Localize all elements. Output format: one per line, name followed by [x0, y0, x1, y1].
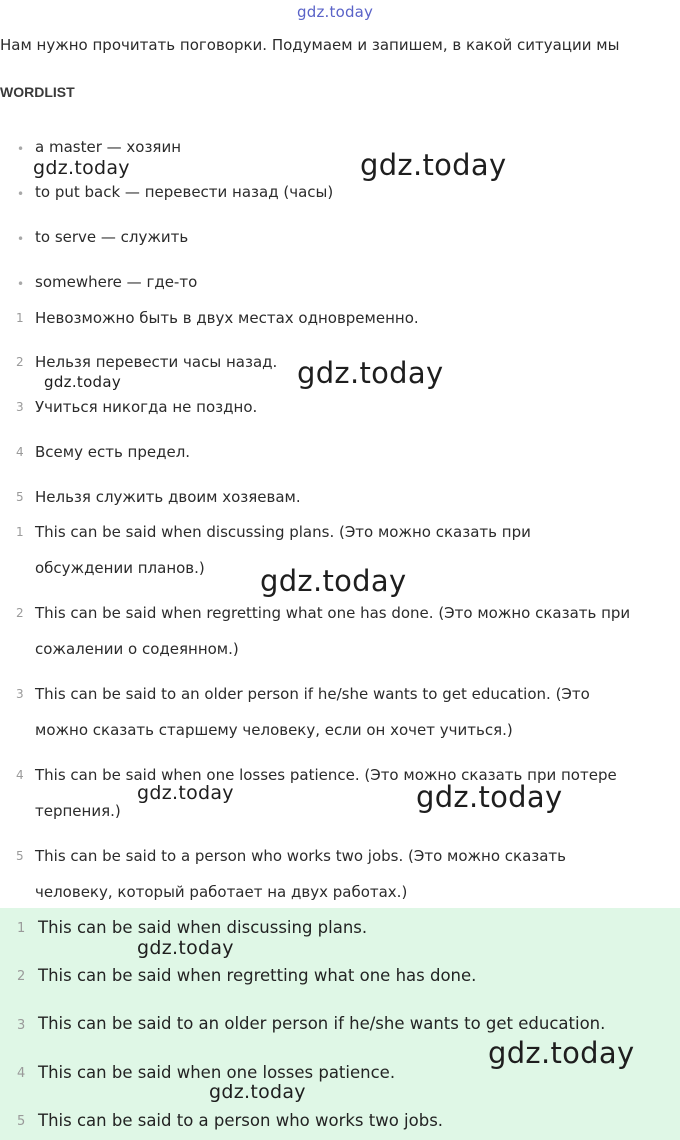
item-number: 1 [16, 525, 24, 539]
bullet-icon: • [17, 277, 25, 291]
item-number: 3 [16, 687, 24, 701]
item-number: 2 [16, 606, 24, 620]
watermark: gdz.today [137, 937, 234, 959]
situation-line-2: обсуждении планов.) [35, 559, 205, 577]
item-number: 5 [17, 1114, 26, 1129]
item-number: 3 [17, 1018, 26, 1033]
site-logo[interactable]: gdz.today [297, 3, 374, 21]
situation-line-2: человеку, который работает на двух работах.) [35, 883, 408, 901]
item-number: 4 [17, 1066, 26, 1081]
watermark: gdz.today [44, 373, 122, 391]
answer-text: This can be said to an older person if he/she wants to get education. [38, 1014, 606, 1033]
answer-text: This can be said when discussing plans. [38, 918, 368, 937]
item-number: 5 [16, 490, 24, 504]
watermark: gdz.today [209, 1081, 306, 1103]
item-number: 5 [16, 849, 24, 863]
answer-text: This can be said when one losses patience. [38, 1063, 396, 1082]
watermark: gdz.today [33, 157, 130, 179]
situation-line-2: можно сказать старшему человеку, если он хочет учиться.) [35, 721, 513, 739]
item-number: 2 [16, 355, 24, 369]
proverb-text: Нельзя служить двоим хозяевам. [35, 488, 301, 506]
intro-text: Нам нужно прочитать поговорки. Подумаем и запишем, в какой ситуации мы [0, 36, 620, 54]
bullet-icon: • [17, 142, 25, 156]
answer-text: This can be said when regretting what one has done. [38, 966, 477, 985]
watermark: gdz.today [297, 356, 444, 390]
watermark: gdz.today [416, 780, 563, 814]
situation-line-1: This can be said when discussing plans. (Это можно сказать при [35, 523, 531, 541]
situation-line-1: This can be said to a person who works two jobs. (Это можно сказать [35, 847, 567, 865]
wordlist-item-text: to put back — перевести назад (часы) [35, 183, 334, 201]
situation-line-2: сожалении о содеянном.) [35, 640, 239, 658]
proverb-text: Учиться никогда не поздно. [35, 398, 258, 416]
watermark: gdz.today [137, 782, 234, 804]
item-number: 1 [16, 311, 24, 325]
proverb-text: Нельзя перевести часы назад. [35, 353, 278, 371]
watermark: gdz.today [488, 1036, 635, 1070]
item-number: 3 [16, 400, 24, 414]
item-number: 2 [17, 969, 26, 984]
proverb-text: Невозможно быть в двух местах одновременно. [35, 309, 419, 327]
situation-line-1: This can be said when one losses patience. (Это можно сказать при потере [35, 766, 617, 784]
wordlist-item-text: to serve — служить [35, 228, 189, 246]
watermark: gdz.today [260, 564, 407, 598]
answer-text: This can be said to a person who works two jobs. [38, 1111, 444, 1130]
wordlist-item-text: somewhere — где-то [35, 273, 198, 291]
watermark: gdz.today [360, 148, 507, 182]
item-number: 4 [16, 445, 24, 459]
bullet-icon: • [17, 187, 25, 201]
wordlist-heading: WORDLIST [0, 84, 75, 100]
situation-line-2: терпения.) [35, 802, 121, 820]
bullet-icon: • [17, 232, 25, 246]
item-number: 4 [16, 768, 24, 782]
proverb-text: Всему есть предел. [35, 443, 191, 461]
item-number: 1 [17, 921, 26, 936]
situation-line-1: This can be said when regretting what one has done. (Это можно сказать при [35, 604, 631, 622]
situation-line-1: This can be said to an older person if he/she wants to get education. (Это [35, 685, 590, 703]
wordlist-item-text: a master — хозяин [35, 138, 182, 156]
